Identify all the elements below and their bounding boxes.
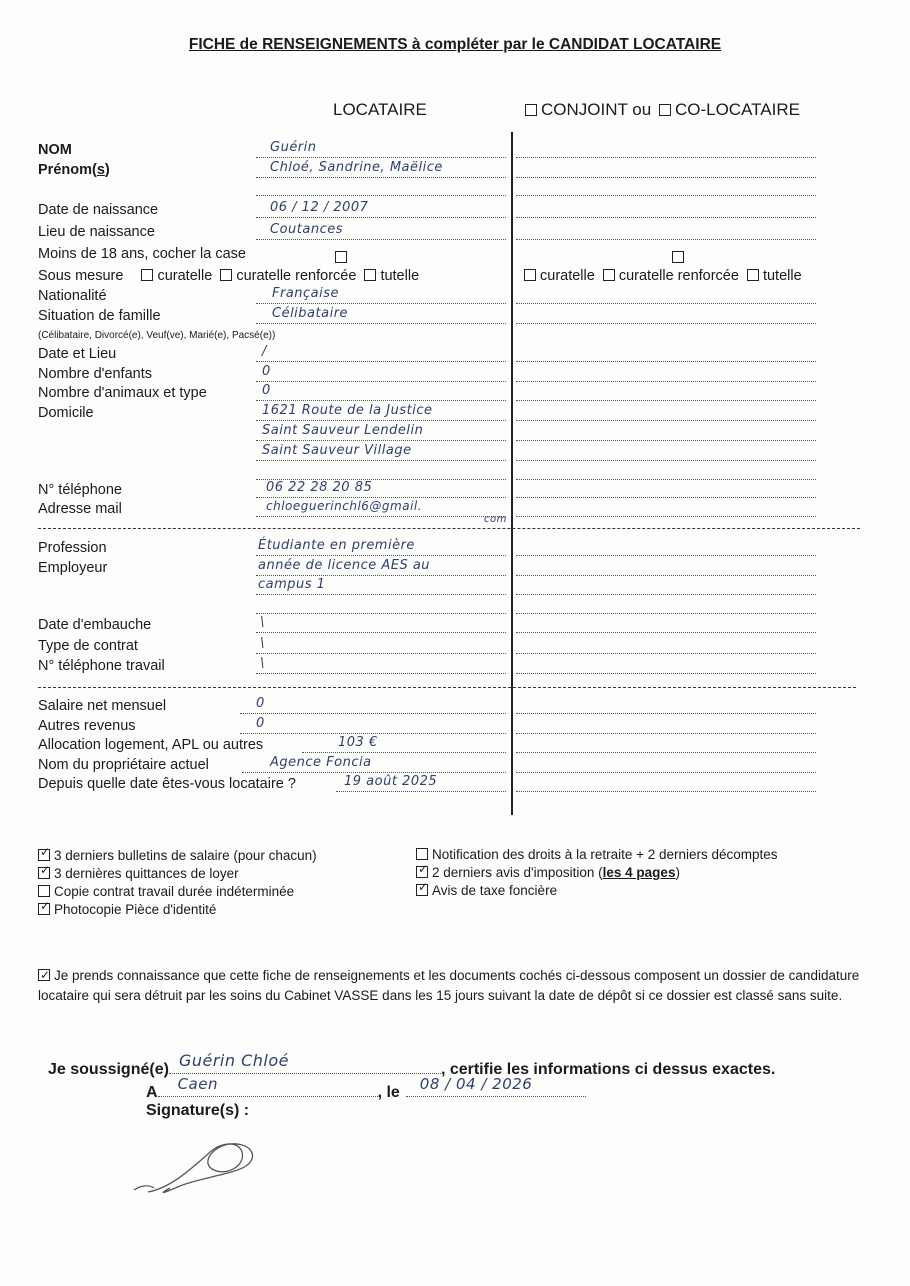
revenus-label: Autres revenus xyxy=(38,718,136,734)
doc-contrat: Copie contrat travail durée indéterminée xyxy=(38,884,294,899)
domicile-line-2[interactable]: Saint Sauveur Lendelin xyxy=(262,423,424,438)
curatelle-renforcee-checkbox[interactable] xyxy=(220,269,232,281)
proprietaire-label: Nom du propriétaire actuel xyxy=(38,757,209,773)
curatelle-checkbox-2[interactable] xyxy=(524,269,536,281)
doc-quittances: ✓3 dernières quittances de loyer xyxy=(38,866,239,881)
depuis-value[interactable]: 19 août 2025 xyxy=(344,774,438,789)
moins18-checkbox-locataire[interactable] xyxy=(335,251,347,263)
nationalite-label: Nationalité xyxy=(38,288,107,304)
curatelle-renforcee-checkbox-2[interactable] xyxy=(603,269,615,281)
signature-city[interactable]: Caen xyxy=(177,1075,218,1093)
conjoint-checkbox[interactable] xyxy=(525,104,537,116)
enfants-label: Nombre d'enfants xyxy=(38,366,152,382)
animaux-value[interactable]: 0 xyxy=(262,383,271,398)
mail-suffix: com xyxy=(484,514,507,525)
header-locataire: LOCATAIRE xyxy=(333,100,427,119)
handwritten-signature[interactable] xyxy=(130,1130,270,1210)
doc-bulletins-checkbox[interactable] xyxy=(38,849,50,861)
doc-identite: ✓Photocopie Pièce d'identité xyxy=(38,902,216,917)
doc-retraite: Notification des droits à la retraite + 2 derniers décomptes xyxy=(416,847,778,862)
situation-value[interactable]: Célibataire xyxy=(272,306,349,321)
colocataire-checkbox[interactable] xyxy=(659,104,671,116)
doc-taxe: ✓Avis de taxe foncière xyxy=(416,883,557,898)
nom-label: NOM xyxy=(38,142,72,158)
enfants-value[interactable]: 0 xyxy=(262,364,271,379)
column-divider xyxy=(511,132,513,815)
salaire-value[interactable]: 0 xyxy=(256,696,265,711)
nationalite-value[interactable]: Française xyxy=(272,286,340,301)
dateetlieu-label: Date et Lieu xyxy=(38,346,117,362)
domicile-line-1[interactable]: 1621 Route de la Justice xyxy=(262,403,433,418)
naissance-value[interactable]: 06 / 12 / 2007 xyxy=(270,200,369,215)
mesure-row: Sous mesure curatelle curatelle renforcée tutelle xyxy=(38,268,420,284)
form-title: FICHE de RENSEIGNEMENTS à compléter par le CANDIDAT LOCATAIRE xyxy=(188,36,722,53)
section-divider-2 xyxy=(38,687,856,688)
header-conjoint: CONJOINT ou CO-LOCATAIRE xyxy=(525,100,800,120)
doc-taxe-checkbox[interactable] xyxy=(416,884,428,896)
revenus-value[interactable]: 0 xyxy=(256,716,265,731)
domicile-label: Domicile xyxy=(38,405,94,421)
allocation-value[interactable]: 103 € xyxy=(338,735,378,750)
lieu-value[interactable]: Coutances xyxy=(270,222,343,237)
employeur-label: Employeur xyxy=(38,560,108,576)
prenom-label: Prénom(s) xyxy=(38,162,110,178)
employeur-line-1[interactable]: année de licence AES au xyxy=(258,558,431,573)
teltravail-label: N° téléphone travail xyxy=(38,658,165,674)
telephone-value[interactable]: 06 22 28 20 85 xyxy=(266,480,373,495)
moins18-label: Moins de 18 ans, cocher la case xyxy=(38,246,246,262)
soussigne-name[interactable]: Guérin Chloé xyxy=(178,1051,289,1070)
depuis-label: Depuis quelle date êtes-vous locataire ? xyxy=(38,776,296,792)
tutelle-checkbox-2[interactable] xyxy=(747,269,759,281)
mesure-row-colocataire: curatelle curatelle renforcée tutelle xyxy=(524,268,802,284)
moins18-checkbox-colocataire[interactable] xyxy=(672,251,684,263)
mail-value[interactable]: chloeguerinchl6@gmail. xyxy=(266,499,423,513)
salaire-label: Salaire net mensuel xyxy=(38,698,167,714)
doc-bulletins: ✓3 derniers bulletins de salaire (pour chacun) xyxy=(38,848,317,863)
signature-label: Signature(s) : xyxy=(146,1102,250,1119)
doc-identite-checkbox[interactable] xyxy=(38,903,50,915)
allocation-label: Allocation logement, APL ou autres xyxy=(38,737,264,753)
embauche-label: Date d'embauche xyxy=(38,617,152,633)
nom-value[interactable]: Guérin xyxy=(270,140,317,155)
tutelle-checkbox[interactable] xyxy=(364,269,376,281)
contrat-label: Type de contrat xyxy=(38,638,138,654)
soussigne-line: Je soussigné(e) Guérin Chloé , certifie les informations ci dessus exactes. xyxy=(48,1051,776,1078)
situation-label: Situation de famille xyxy=(38,308,161,324)
dateetlieu-value[interactable]: / xyxy=(262,344,267,359)
telephone-label: N° téléphone xyxy=(38,482,122,498)
consent-checkbox[interactable] xyxy=(38,969,50,981)
embauche-value[interactable]: \ xyxy=(260,615,265,630)
consent-paragraph: ✓Je prends connaissance que cette fiche de renseignements et les documents cochés ci-dessous composent un dossier de candidature locataire qui sera détruit par les soins du Cabinet VASSE dans les 15 jours suivant la date de dépôt si ce dossier est classé sans suite. xyxy=(38,966,868,1006)
doc-retraite-checkbox[interactable] xyxy=(416,848,428,860)
doc-quittances-checkbox[interactable] xyxy=(38,867,50,879)
situation-note: (Célibataire, Divorcé(e), Veuf(ve), Marié(e), Pacsé(e)) xyxy=(38,330,276,341)
profession-label: Profession xyxy=(38,540,107,556)
section-divider-1 xyxy=(38,528,860,529)
signature-date[interactable]: 08 / 04 / 2026 xyxy=(419,1075,533,1093)
curatelle-checkbox[interactable] xyxy=(141,269,153,281)
domicile-line-3[interactable]: Saint Sauveur Village xyxy=(262,443,412,458)
naissance-label: Date de naissance xyxy=(38,202,159,218)
profession-value[interactable]: Étudiante en première xyxy=(258,538,415,553)
doc-imposition-checkbox[interactable] xyxy=(416,866,428,878)
teltravail-value[interactable]: \ xyxy=(260,656,265,671)
mail-label: Adresse mail xyxy=(38,501,122,517)
lieu-date-line: A Caen , le 08 / 04 / 2026 xyxy=(146,1080,586,1102)
contrat-value[interactable]: \ xyxy=(260,636,265,651)
employeur-line-2[interactable]: campus 1 xyxy=(258,577,326,592)
doc-imposition: ✓2 derniers avis d'imposition (les 4 pages) xyxy=(416,865,680,880)
prenom-value[interactable]: Chloé, Sandrine, Maëlice xyxy=(270,160,443,175)
doc-contrat-checkbox[interactable] xyxy=(38,885,50,897)
lieu-label: Lieu de naissance xyxy=(38,224,155,240)
animaux-label: Nombre d'animaux et type xyxy=(38,385,207,401)
proprietaire-value[interactable]: Agence Foncia xyxy=(270,755,372,770)
